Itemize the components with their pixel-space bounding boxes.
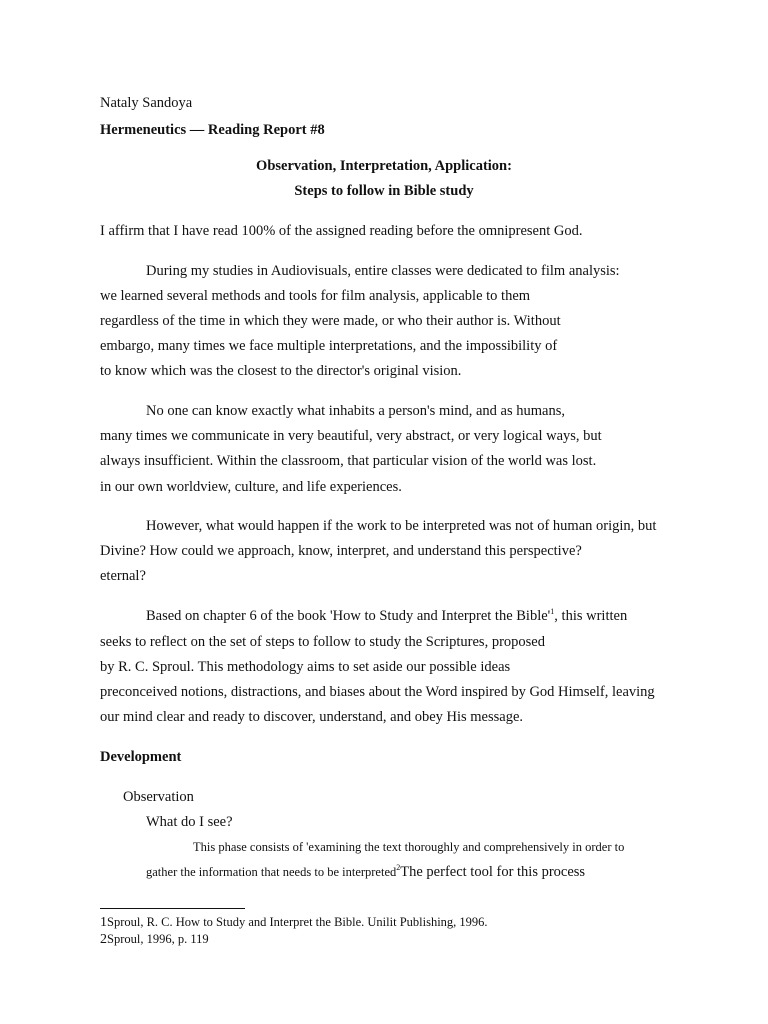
paragraph-4-line: by R. C. Sproul. This methodology aims to set aside our possible ideas: [100, 659, 511, 675]
quote-line-2: [146, 863, 585, 881]
quote-line-1: This phase consists of 'examining the text thoroughly and comprehensively in order to: [193, 840, 625, 854]
title-line-1: Observation, Interpretation, Application:: [256, 158, 512, 174]
course-title: Hermeneutics — Reading Report #8: [100, 122, 325, 138]
title-line-2: Steps to follow in Bible study: [294, 183, 474, 199]
paragraph-2-line: No one can know exactly what inhabits a person's mind, and as humans,: [146, 403, 565, 419]
paragraph-4-line: preconceived notions, distractions, and biases about the Word inspired by God Himself, leaving: [100, 684, 655, 700]
section-heading-development: Development: [100, 749, 182, 765]
paragraph-2-line: many times we communicate in very beautiful, very abstract, or very logical ways, but: [100, 428, 602, 444]
footnote-ref-1[interactable]: 1: [550, 607, 555, 617]
footnote-separator: [100, 908, 245, 909]
footnote-number: 2: [100, 932, 107, 947]
paragraph-4-line: our mind clear and ready to discover, understand, and obey His message.: [100, 709, 524, 725]
affirmation: I affirm that I have read 100% of the assigned reading before the omnipresent God.: [100, 223, 583, 239]
quote-text: The perfect tool for this process: [400, 864, 586, 880]
paragraph-4-line: seeks to reflect on the set of steps to follow to study the Scriptures, proposed: [100, 634, 545, 650]
subheading-observation: Observation: [123, 789, 194, 805]
footnote-text: Sproul, R. C. How to Study and Interpret the Bible. Unilit Publishing, 1996.: [107, 915, 488, 929]
paragraph-1-line: to know which was the closest to the director's original vision.: [100, 363, 462, 379]
quote-text: gather the information that needs to be interpreted: [146, 865, 397, 879]
paragraph-1-line: regardless of the time in which they were made, or who their author is. Without: [100, 313, 561, 329]
paragraph-4-line: [146, 607, 627, 625]
question-what-do-i-see: What do I see?: [146, 814, 233, 830]
paragraph-2-line: always insufficient. Within the classroom, that particular vision of the world was lost.: [100, 453, 597, 469]
footnote-ref-2[interactable]: 2: [396, 863, 401, 873]
paragraph-1-line: During my studies in Audiovisuals, entire classes were dedicated to film analysis:: [146, 263, 620, 279]
paragraph-2-line: in our own worldview, culture, and life experiences.: [100, 479, 402, 495]
footnote-text: Sproul, 1996, p. 119: [107, 932, 209, 946]
footnote-number: 1: [100, 915, 107, 930]
paragraph-1-line: we learned several methods and tools for film analysis, applicable to them: [100, 288, 531, 304]
footnote-2: [100, 930, 209, 949]
paragraph-1-line: embargo, many times we face multiple interpretations, and the impossibility of: [100, 338, 558, 354]
paragraph-3-line: Divine? How could we approach, know, interpret, and understand this perspective?: [100, 543, 582, 559]
paragraph-4-text: Based on chapter 6 of the book 'How to Study and Interpret the Bible': [146, 608, 551, 624]
author-name: Nataly Sandoya: [100, 95, 193, 111]
paragraph-4-text: , this written: [554, 608, 628, 624]
paragraph-3-line: However, what would happen if the work to be interpreted was not of human origin, but: [146, 518, 657, 534]
paragraph-3-line: eternal?: [100, 568, 146, 584]
